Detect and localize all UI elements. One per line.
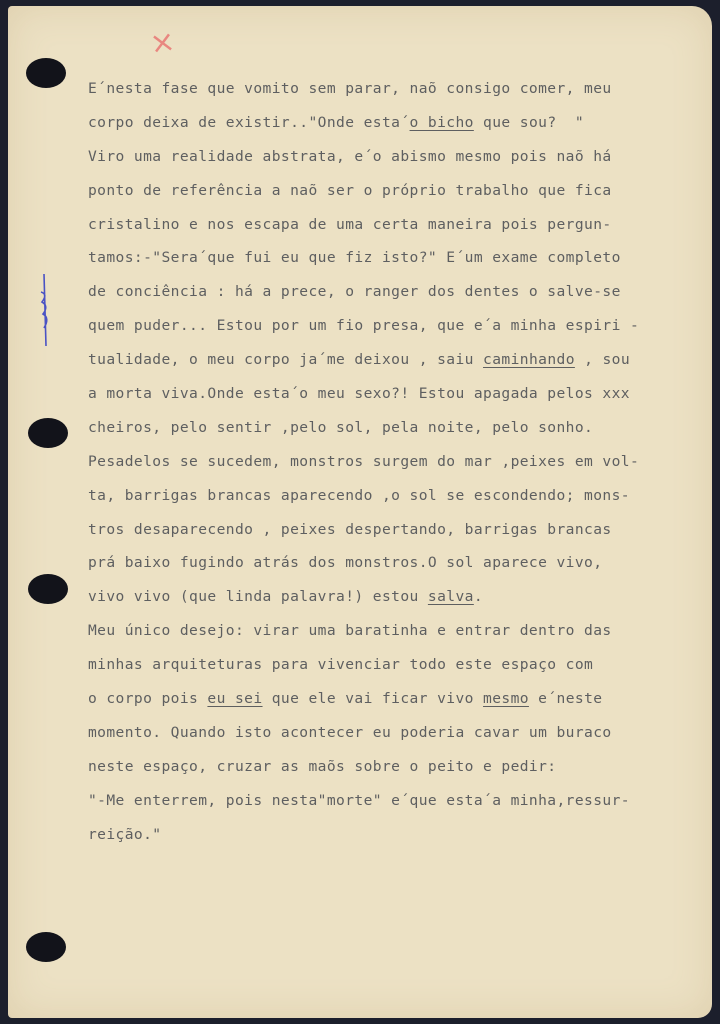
- text-line: [88, 275, 708, 309]
- text-segment: Viro uma realidade abstrata, e´o abismo mesmo pois naõ há: [88, 147, 612, 165]
- text-line: [88, 614, 708, 648]
- text-line: [88, 784, 708, 818]
- text-line: [88, 445, 708, 479]
- text-segment: quem puder... Estou por um fio presa, que e´a minha espiri -: [88, 317, 640, 335]
- text-segment: .: [473, 588, 484, 606]
- text-segment: o corpo pois: [88, 690, 208, 708]
- text-line: [88, 140, 708, 174]
- text-line: [88, 682, 708, 716]
- underlined-text: o bicho: [409, 113, 474, 131]
- underlined-text: mesmo: [483, 690, 529, 708]
- text-line: [88, 411, 708, 445]
- text-segment: Pesadelos se sucedem, monstros surgem do mar ,peixes em vol-: [88, 452, 640, 470]
- text-line: [88, 106, 708, 140]
- text-segment: que ele vai ficar vivo: [262, 690, 484, 708]
- text-line: [88, 580, 708, 614]
- text-segment: momento. Quando isto acontecer eu poderia cavar um buraco: [88, 723, 612, 741]
- underlined-text: caminhando: [483, 351, 575, 369]
- text-line: [88, 648, 708, 682]
- text-line: [88, 343, 708, 377]
- document-page: [8, 6, 712, 1018]
- text-line: [88, 309, 708, 343]
- text-segment: minhas arquiteturas para vivenciar todo este espaço com: [88, 656, 594, 674]
- text-segment: "-Me enterrem, pois nesta"morte" e´que esta´a minha,ressur-: [88, 791, 630, 809]
- text-segment: de conciência : há a prece, o ranger dos dentes o salve-se: [88, 283, 621, 301]
- text-segment: cristalino e nos escapa de uma certa maneira pois pergun-: [88, 215, 612, 233]
- text-segment: cheiros, pelo sentir ,pelo sol, pela noite, pelo sonho.: [88, 418, 594, 436]
- text-line: [88, 750, 708, 784]
- text-line: [88, 208, 708, 242]
- binder-hole-4: [26, 932, 66, 962]
- text-segment: e´neste: [528, 690, 603, 708]
- typewritten-text: [88, 72, 708, 851]
- text-line: [88, 546, 708, 580]
- text-segment: ta, barrigas brancas aparecendo ,o sol se escondendo; mons-: [88, 486, 630, 504]
- text-segment: neste espaço, cruzar as maõs sobre o peito e pedir:: [88, 757, 557, 775]
- text-segment: tamos:-"Sera´que fui eu que fiz isto?" E´um exame completo: [88, 249, 621, 267]
- binder-hole-1: [26, 58, 66, 88]
- text-segment: reição.": [88, 825, 162, 843]
- text-segment: que sou? ": [473, 113, 585, 131]
- text-line: [88, 241, 708, 275]
- text-segment: tros desaparecendo , peixes despertando, barrigas brancas: [88, 520, 612, 538]
- text-line: [88, 513, 708, 547]
- text-segment: prá baixo fugindo atrás dos monstros.O sol aparece vivo,: [88, 554, 603, 572]
- text-segment: a morta viva.Onde esta´o meu sexo?! Estou apagada pelos xxx: [88, 385, 630, 403]
- text-line: [88, 377, 708, 411]
- text-line: [88, 479, 708, 513]
- text-line: [88, 716, 708, 750]
- binder-hole-2: [28, 418, 68, 448]
- text-segment: E´nesta fase que vomito sem parar, naõ consigo comer, meu: [88, 80, 612, 97]
- text-segment: Meu único desejo: virar uma baratinha e entrar dentro das: [88, 622, 612, 640]
- underlined-text: eu sei: [207, 690, 263, 708]
- text-segment: , sou: [574, 351, 631, 369]
- text-line: [88, 174, 708, 208]
- text-segment: tualidade, o meu corpo ja´me deixou , saiu: [88, 351, 484, 369]
- text-line: [88, 72, 708, 106]
- text-line: [88, 818, 708, 852]
- underlined-text: salva: [427, 588, 474, 606]
- margin-scribble-icon: [34, 272, 56, 348]
- red-x-mark: ×: [147, 23, 178, 62]
- binder-hole-3: [28, 574, 68, 604]
- text-segment: vivo vivo (que linda palavra!) estou: [88, 588, 428, 606]
- text-segment: ponto de referência a naõ ser o próprio trabalho que fica: [88, 181, 612, 199]
- text-segment: corpo deixa de existir.."Onde esta´: [88, 113, 410, 131]
